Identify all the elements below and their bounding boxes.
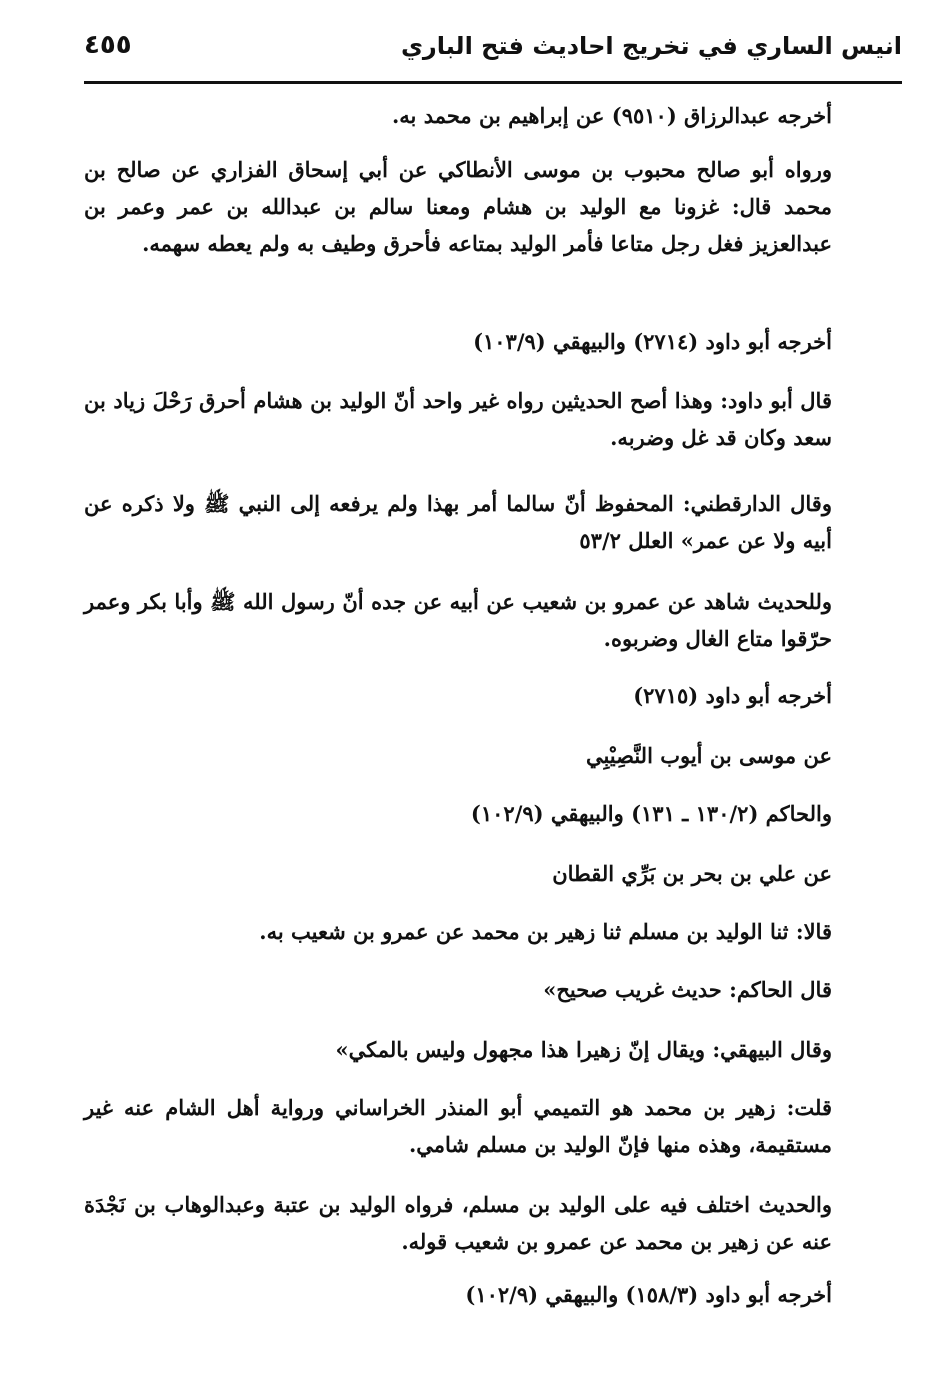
lead-phrase: وللحديث شاهد — [703, 589, 833, 614]
paragraph-14: قلت: زهير بن محمد هو التميمي أبو المنذر الخراساني ورواية أهل الشام عنه غير مستقيمة، وهذه منها فإنّ الوليد بن مسلم شامي. — [84, 1095, 832, 1157]
paragraph-10: عن علي بن بحر بن بَرِّي القطان — [552, 861, 832, 886]
paragraph-7: أخرجه أبو داود (٢٧١٥) — [633, 683, 832, 708]
paragraph-8: عن موسى بن أيوب النَّصِيْبِي — [585, 743, 832, 768]
paragraph-9: والحاكم (١٣٠/٢ ـ ١٣١) والبيهقي (١٠٢/٩) — [470, 801, 832, 826]
paragraph-5: وقال الدارقطني: المحفوظ أنّ سالما أمر بهذا ولم يرفعه إلى النبي ﷺ ولا ذكره عن أبيه ولا عن عمر» العلل ٥٣/٢ — [84, 491, 832, 553]
header-rule — [84, 81, 902, 84]
page-number: ٤٥٥ — [84, 30, 132, 60]
paragraph-11: قالا: ثنا الوليد بن مسلم ثنا زهير بن محمد عن عمرو بن شعيب به. — [259, 919, 832, 944]
paragraph-15: والحديث اختلف فيه على الوليد بن مسلم، فرواه الوليد بن عتبة وعبدالوهاب بن نَجْدَة عنه عن زهير بن محمد عن عمرو بن شعيب قوله. — [84, 1192, 832, 1254]
paragraph-16: أخرجه أبو داود (١٥٨/٣) والبيهقي (١٠٢/٩) — [465, 1282, 832, 1307]
page-header — [84, 26, 902, 78]
paragraph-13: وقال البيهقي: ويقال إنّ زهيرا هذا مجهول وليس بالمكي» — [335, 1037, 832, 1062]
paragraph-6-text: عن عمرو بن شعيب عن أبيه عن جده أنّ رسول الله ﷺ وأبا بكر وعمر حرّقوا متاع الغال وضربوه. — [84, 589, 832, 651]
paragraph-1: أخرجه عبدالرزاق (٩٥١٠) عن إبراهيم بن محمد به. — [391, 103, 832, 128]
paragraph-12: قال الحاكم: حديث غريب صحيح» — [543, 977, 832, 1002]
running-title: انيس الساري في تخريج احاديث فتح الباري — [400, 32, 902, 60]
paragraph-4: قال أبو داود: وهذا أصح الحديثين رواه غير واحد أنّ الوليد بن هشام أحرق رَحْلَ زياد بن سعد وكان قد غل وضربه. — [84, 388, 832, 450]
paragraph-2: ورواه أبو صالح محبوب بن موسى الأنطاكي عن أبي إسحاق الفزاري عن صالح بن محمد قال: غزونا مع الوليد بن هشام ومعنا سالم بن عبدالله بن عمر وعمر بن عبدالعزيز فغل رجل متاعا فأمر الوليد بمتاعه فأحرق وطيف به ولم يعطه سهمه. — [84, 157, 832, 256]
paragraph-3: أخرجه أبو داود (٢٧١٤) والبيهقي (١٠٣/٩) — [473, 329, 832, 354]
paragraph-6 — [84, 583, 832, 657]
